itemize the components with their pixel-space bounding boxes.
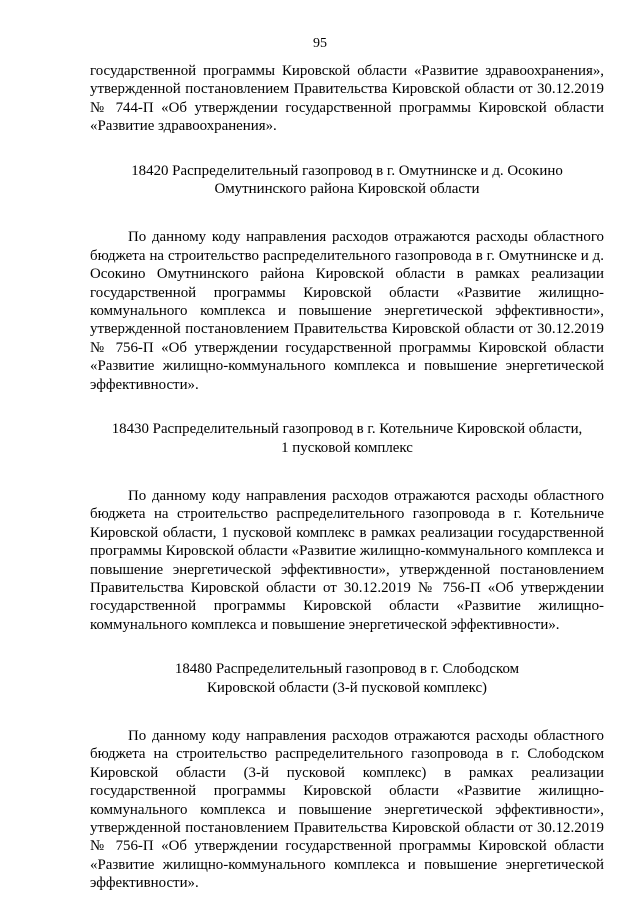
spacer [90, 394, 604, 420]
section-body-18480: По данному коду направления расходов отражаются расходы областного бюджета на строительство распределительного газопровода в г. Слободском Кировской области (3-й пусковой комплекс) в рамках реализации государственной программы Кировской области «Развитие жилищно-коммунального комплекса и повышение энергетической эффективности», утвержденной постановлением Правительства Кировской области от 30.12.2019 № 756-П «Об утверждении государственной программы Кировской области «Развитие жилищно-коммунального комплекса и повышение энергетической эффективности». [90, 727, 604, 892]
spacer [90, 198, 604, 228]
spacer [90, 457, 604, 487]
section-heading-18430 [90, 420, 604, 457]
heading-line: 18480 Распределительный газопровод в г. Слободском [174, 661, 520, 678]
section-heading-18480 [90, 660, 604, 697]
heading-line: Кировской области (3-й пусковой комплекс) [206, 679, 488, 696]
section-body-18420: По данному коду направления расходов отражаются расходы областного бюджета на строительство распределительного газопровода в г. Омутнинске и д. Осокино Омутнинского района Кировской области в рамках реализации государственной программы Кировской области «Развитие жилищно-коммунального комплекса и повышение энергетической эффективности», утвержденной постановлением Правительства Кировской области от 30.12.2019 № 756-П «Об утверждении государственной программы Кировской области «Развитие жилищно-коммунального комплекса и повышение энергетической эффективности». [90, 229, 604, 393]
section-body-18430: По данному коду направления расходов отражаются расходы областного бюджета на строительство распределительного газопровода в г. Котельниче Кировской области, 1 пусковой комплекс в рамках реализации государственной программы Кировской области «Развитие жилищно-коммунального комплекса и повышение энергетической эффективности», утвержденной постановлением Правительства Кировской области от 30.12.2019 № 756-П «Об утверждении государственной программы Кировской области «Развитие жилищно-коммунального комплекса и повышение энергетической эффективности». [90, 487, 604, 633]
spacer [90, 697, 604, 727]
page-number: 95 [313, 36, 327, 51]
spacer [90, 634, 604, 660]
document-body [90, 62, 604, 893]
spacer [90, 136, 604, 162]
heading-line: 1 пусковой комплекс [281, 439, 413, 456]
heading-line: 18430 Распределительный газопровод в г. Котельниче Кировской области, [111, 421, 583, 438]
section-heading-18420 [90, 162, 604, 199]
intro-paragraph: государственной программы Кировской области «Развитие здравоохранения», утвержденной постановлением Правительства Кировской области от 30.12.2019 № 744-П «Об утверждении государственной программы Кировской области «Развитие здравоохранения». [90, 63, 604, 135]
heading-line: Омутнинского района Кировской области [214, 181, 480, 198]
heading-line: 18420 Распределительный газопровод в г. Омутнинске и д. Осокино [131, 162, 563, 179]
